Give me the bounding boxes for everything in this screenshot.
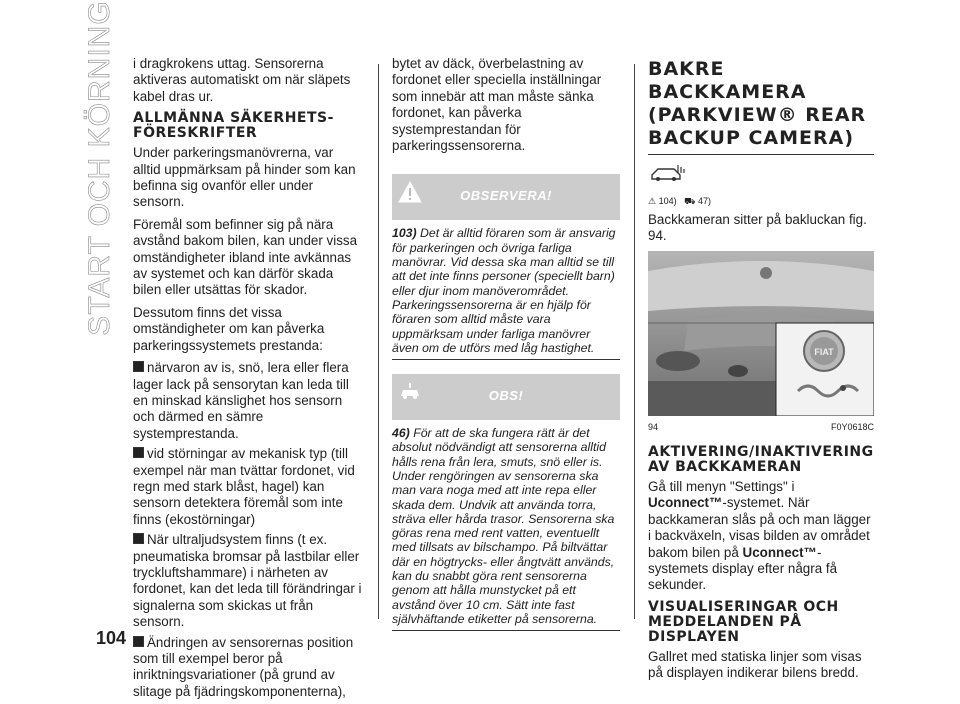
note-number: 46) <box>392 426 410 441</box>
paragraph: Föremål som befinner sig på nära avstånd bakom bilen, kan under vissa omständigheter ibland inte avkännas av systemet och kan därför skada bilen eller utsättas för skador. <box>133 216 358 298</box>
list-item <box>133 635 363 701</box>
backup-camera-symbol-icon <box>648 161 688 183</box>
column-2 <box>392 56 620 645</box>
warning-note <box>392 226 620 360</box>
note-text: Det är alltid föraren som är ansvarig för parkeringen och övriga farliga manövrar. Vid dessa ska man alltid se till att det inte finns personer (speciellt barn) eller djur inom manöverområdet. Parkeringssensorerna är en hjälp för föraren som alltid måste vara uppmärksam under farliga manövrer även om de utförs med låg hastighet. <box>392 226 616 355</box>
fiat-logo-text: FIAT <box>814 346 834 357</box>
paragraph: Gallret med statiska linjer som visas på displayen indikerar bilens bredd. <box>648 648 862 681</box>
uconnect-name: Uconnect™ <box>742 544 817 560</box>
paragraph: Dessutom finns det vissa omständigheter om kan påverka parkeringssystemets prestanda: <box>133 304 325 353</box>
page-number: 104 <box>96 628 127 648</box>
bullet-icon <box>133 533 144 544</box>
paragraph: Under parkeringsmanövrerna, var alltid uppmärksam på hinder som kan befinna sig ovanför eller under sensorn. <box>133 145 356 210</box>
rear-camera-figure <box>648 251 874 416</box>
figure-code: F0Y0618C <box>830 421 874 432</box>
paragraph: Backkameran sitter på bakluckan fig. 94. <box>648 211 867 244</box>
figure-number: 94 <box>648 421 659 432</box>
list-item-text: Ändringen av sensorernas position som till exempel beror på inriktningsvariationer (på grund av slitage på fjädringskomponenterna), <box>133 634 354 699</box>
rear-camera-illustration <box>648 251 874 416</box>
chapter-title: BAKRE BACKKAMERA (PARKVIEW® REAR BACKUP CAMERA) <box>648 58 874 155</box>
section-heading: AKTIVERING/INAKTIVERING AV BACKKAMERAN <box>648 444 874 476</box>
figure-caption <box>648 416 874 435</box>
list-item <box>133 446 363 528</box>
caution-label: OBS! <box>488 388 524 404</box>
bullet-icon <box>133 636 144 647</box>
caution-note <box>392 426 620 631</box>
list-item <box>133 360 363 442</box>
section-heading: VISUALISERINGAR OCH MEDDELANDEN PÅ DISPLAYEN <box>648 598 839 645</box>
text-run: Gå till menyn "Settings" i <box>648 479 795 495</box>
ref-number: 47) <box>697 196 711 207</box>
list-item-text: närvaron av is, snö, lera eller flera lager lack på sensorytan kan leda till en minskad känslighet hos sensorn och därmed en sämre systemprestanda. <box>133 360 349 441</box>
paragraph: bytet av däck, överbelastning av fordonet eller speciella inställningar som innebär att man måste sänka fordonet, kan påverka systemprestandan för parkeringssensorerna. <box>392 56 602 154</box>
reference-icons <box>648 193 874 209</box>
paragraph: i dragkrokens uttag. Sensorerna aktiveras automatiskt om när släpets kabel dras ur. <box>133 56 351 104</box>
column-1 <box>133 56 363 704</box>
car-caution-icon: ⛟ <box>684 196 696 207</box>
text-run: -systemets display efter några få sekunder. <box>648 544 838 593</box>
warning-triangle-icon: ⚠ <box>648 196 657 207</box>
uconnect-name: Uconnect™ <box>648 495 723 511</box>
section-heading: ALLMÄNNA SÄKERHETS-FÖRESKRIFTER <box>133 110 334 142</box>
bullet-icon <box>133 447 144 458</box>
list-item-text: När ultraljudsystem finns (t ex. pneumatiska bromsar på lastbilar eller tryckluftshammare) i närheten av fordonet, kan det leda till förändringar i signalerna som skickas ut från sensorn. <box>133 532 362 630</box>
caution-banner <box>392 374 620 420</box>
section-side-title-text: START OCH KÖRNING <box>83 0 116 336</box>
warning-banner <box>392 174 620 220</box>
list-item-text: vid störningar av mekanisk typ (till exempel när man tvättar fordonet, vid regn med stark blåst, hagel) kan sensorn detektera föremål som inte finns (ekostörningar) <box>133 446 355 527</box>
bullet-icon <box>133 361 144 372</box>
column-3 <box>648 56 874 688</box>
text-run: -systemet. När backkameran slås på och man lägger i backväxeln, visas bilden av området bakom bilen på <box>648 495 871 560</box>
column-divider <box>634 64 635 619</box>
note-number: 103) <box>392 226 417 241</box>
list-item <box>133 532 363 630</box>
paragraph <box>648 479 874 594</box>
column-divider <box>378 64 379 619</box>
warning-label: OBSERVERA! <box>460 188 552 204</box>
ref-number: 104) <box>658 196 677 207</box>
note-text: För att de ska fungera rätt är det absolut nödvändigt att sensorerna alltid hålls rena från lera, smuts, snö eller is. Under rengöringen av sensorerna ska man vara noga med att inte repa eller skada dem. Undvik att använda torra, sträva eller hårda trasor. Sensorerna ska göras rena med rent vatten, eventuellt med tillsats av bilschampo. På biltvättar där en högtrycks- eller ångtvätt används, kan du snabbt göra rent sensorerna genom att hålla munstycket på ett avstånd över 10 cm. Sätt inte fast självhäftande etiketter på sensorerna. <box>392 426 615 626</box>
section-side-title <box>80 0 120 336</box>
